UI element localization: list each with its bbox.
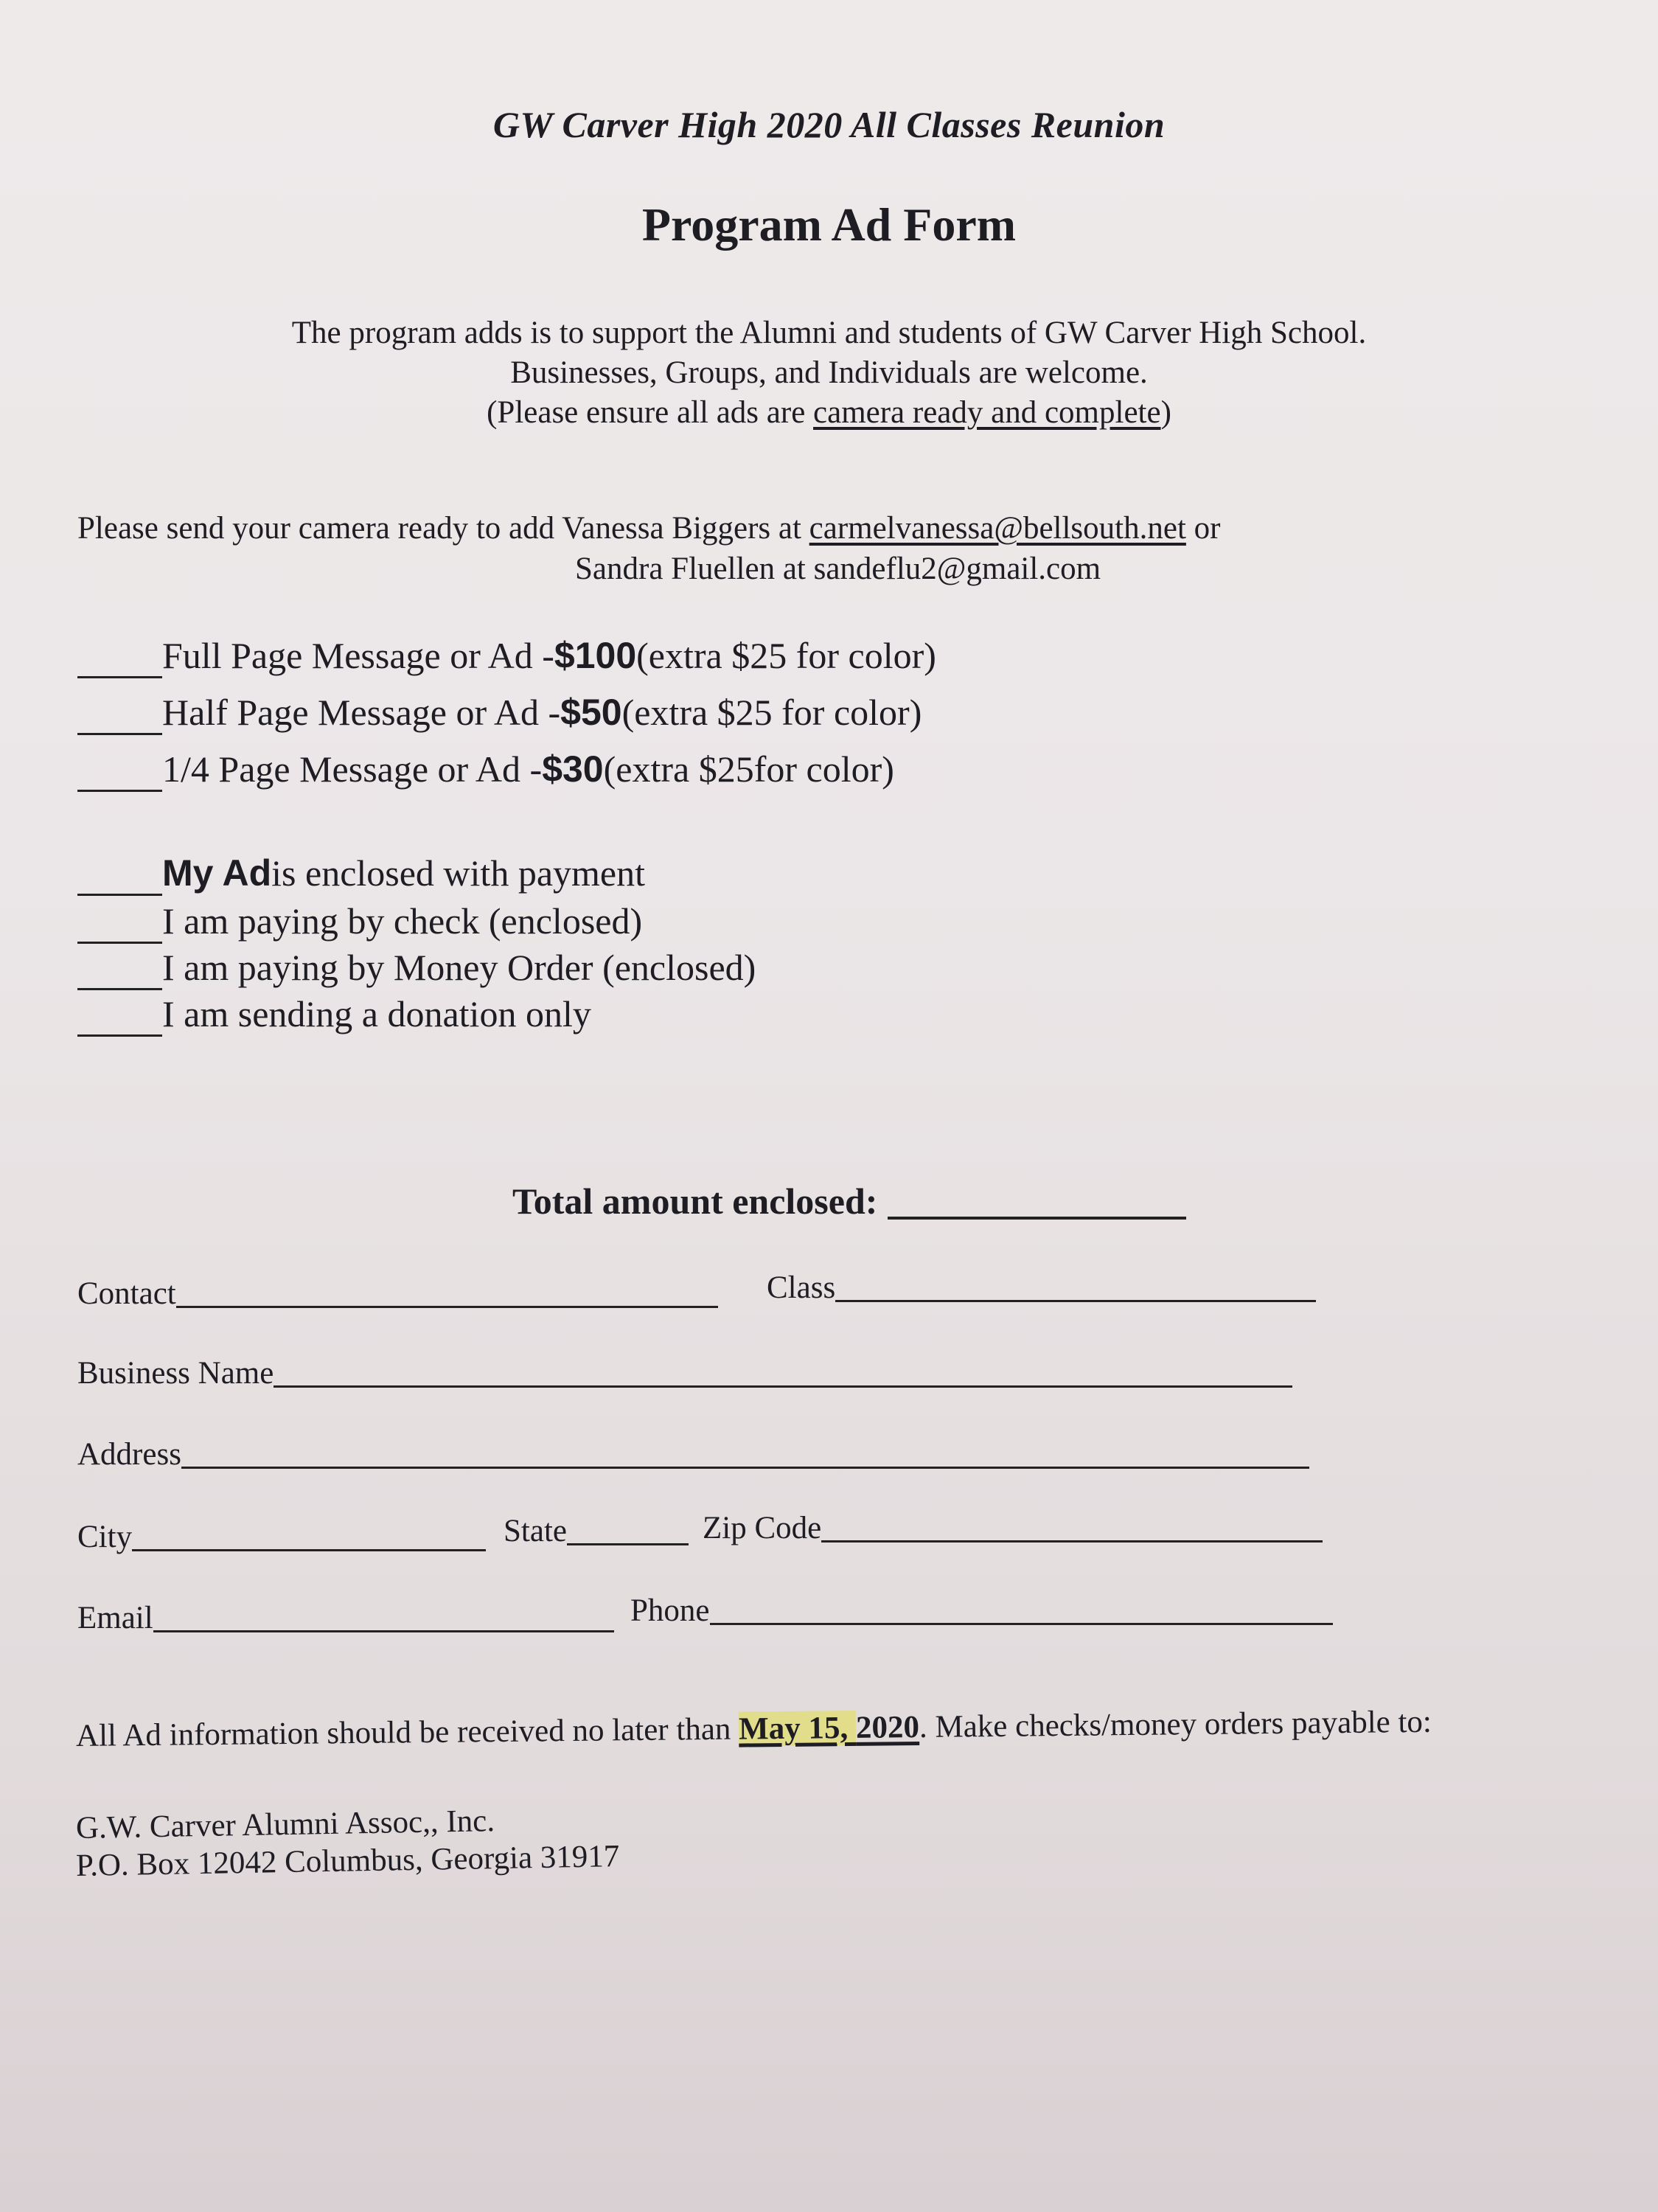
intro-line-1: The program adds is to support the Alumni and students of GW Carver High School. <box>291 316 1367 350</box>
checkbox-blank-donation[interactable] <box>77 1034 162 1037</box>
ad-option-quarter-page <box>77 748 894 790</box>
payment-option-bold: My Ad <box>162 852 272 894</box>
address-label: Address <box>77 1437 181 1472</box>
business-name-label: Business Name <box>77 1356 274 1391</box>
form-title: Program Ad Form <box>641 198 1017 251</box>
payment-option-text: I am sending a donation only <box>162 993 591 1034</box>
address-field[interactable] <box>181 1467 1309 1469</box>
deadline-suffix: . Make checks/money orders payable to: <box>919 1704 1432 1745</box>
class-field[interactable] <box>835 1300 1316 1302</box>
deadline-prefix: All Ad information should be received no later than <box>75 1711 739 1753</box>
camera-ready-note: camera ready and complete <box>813 395 1161 430</box>
payee-name: G.W. Carver Alumni Assoc,, Inc. <box>75 1804 495 1846</box>
zip-row <box>703 1510 1323 1546</box>
payment-option-text: I am paying by Money Order (enclosed) <box>162 947 756 988</box>
checkbox-blank-ad-enclosed[interactable] <box>77 893 162 896</box>
ad-option-price: $100 <box>554 635 637 676</box>
ad-option-price: $30 <box>542 748 604 790</box>
address-row <box>77 1436 1309 1472</box>
intro-line-3-prefix: (Please ensure all ads are <box>487 395 814 430</box>
submission-alt-contact: Sandra Fluellen at sandeflu2@gmail.com <box>575 552 1101 586</box>
payment-option-check <box>77 900 642 942</box>
deadline-date-highlighted: May 15, <box>738 1710 857 1747</box>
checkbox-blank-money-order[interactable] <box>77 987 162 990</box>
payee-address: P.O. Box 12042 Columbus, Georgia 31917 <box>75 1839 620 1883</box>
ad-option-label: 1/4 Page Message or Ad - <box>162 748 543 790</box>
ad-option-half-page <box>77 691 922 734</box>
checkbox-blank-full-page[interactable] <box>77 675 162 678</box>
phone-field[interactable] <box>710 1623 1333 1625</box>
intro-line-3 <box>0 393 1658 433</box>
contact-label: Contact <box>77 1276 176 1311</box>
deadline-notice <box>76 1704 1432 1754</box>
ad-option-note: (extra $25 for color) <box>621 692 922 733</box>
business-name-field[interactable] <box>274 1385 1292 1388</box>
zip-field[interactable] <box>821 1540 1323 1543</box>
state-label: State <box>504 1514 567 1548</box>
ad-option-label: Half Page Message or Ad - <box>162 692 561 733</box>
ad-option-note: (extra $25 for color) <box>636 635 936 676</box>
checkbox-blank-check[interactable] <box>77 941 162 944</box>
city-row <box>77 1519 486 1555</box>
state-field[interactable] <box>567 1543 689 1545</box>
total-amount-field[interactable] <box>888 1217 1186 1220</box>
contact-row <box>77 1276 718 1312</box>
state-row <box>504 1513 689 1549</box>
submission-suffix: or <box>1185 511 1221 546</box>
class-label: Class <box>767 1270 836 1305</box>
intro-line-2: Businesses, Groups, and Individuals are welcome. <box>510 355 1148 390</box>
total-amount-row <box>512 1180 1186 1222</box>
city-field[interactable] <box>132 1549 486 1551</box>
checkbox-blank-half-page[interactable] <box>77 732 162 735</box>
payment-option-text: I am paying by check (enclosed) <box>162 900 643 942</box>
phone-row <box>630 1593 1333 1629</box>
ad-option-price: $50 <box>560 692 622 733</box>
ad-option-note: (extra $25for color) <box>603 748 894 790</box>
payment-option-text: is enclosed with payment <box>271 852 645 894</box>
email-row <box>77 1600 614 1636</box>
phone-label: Phone <box>630 1593 710 1628</box>
payment-option-donation <box>77 992 591 1035</box>
email-field[interactable] <box>153 1630 614 1632</box>
event-title: GW Carver High 2020 All Classes Reunion <box>492 104 1166 145</box>
ad-option-full-page <box>77 634 936 677</box>
class-row <box>767 1270 1316 1306</box>
deadline-year: 2020 <box>855 1710 920 1745</box>
deadline-date <box>739 1710 919 1747</box>
business-name-row <box>77 1355 1292 1391</box>
zip-label: Zip Code <box>703 1511 822 1545</box>
email-link-vanessa[interactable]: carmelvanessa@bellsouth.net <box>809 511 1186 546</box>
city-label: City <box>77 1520 133 1554</box>
submission-instructions <box>77 510 1220 546</box>
intro-text <box>0 313 1658 433</box>
ad-option-label: Full Page Message or Ad - <box>162 635 554 676</box>
contact-field[interactable] <box>176 1306 718 1308</box>
checkbox-blank-quarter-page[interactable] <box>77 789 162 792</box>
total-amount-label: Total amount enclosed: <box>512 1180 878 1222</box>
submission-prefix: Please send your camera ready to add Vanessa Biggers at <box>77 511 809 546</box>
payment-option-ad-enclosed <box>77 852 645 894</box>
payment-option-money-order <box>77 946 756 989</box>
intro-line-3-suffix: ) <box>1160 395 1171 430</box>
email-label: Email <box>77 1601 153 1635</box>
